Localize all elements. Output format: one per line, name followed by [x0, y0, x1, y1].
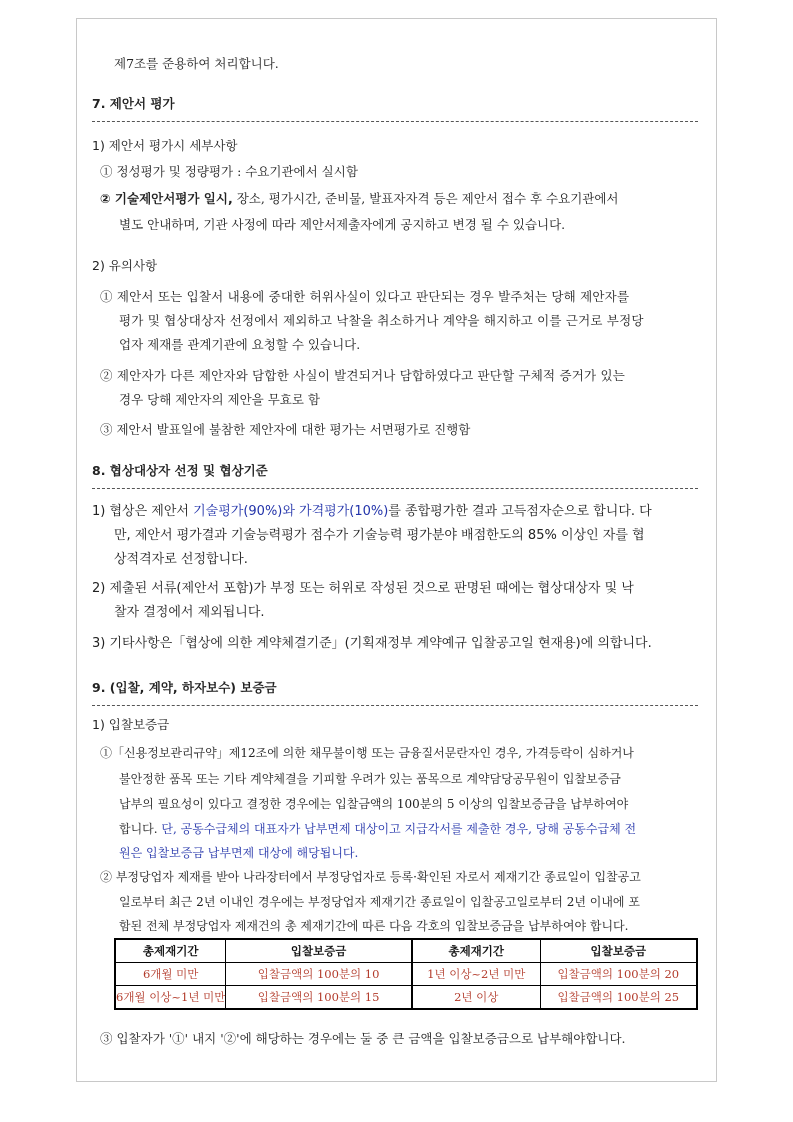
table-row: [115, 963, 697, 986]
s9-a-line5: 원은 입찰보증금 납부면제 대상에 해당됩니다.: [119, 846, 359, 860]
s8-para3: 3) 기타사항은「협상에 의한 계약체결기준」(기획재정부 계약예규 입찰공고일 현재용)에 의합니다.: [92, 636, 652, 651]
table-header: 입찰보증금: [540, 939, 697, 963]
table-header-row: [115, 939, 697, 963]
table-cell: 2년 이상: [412, 986, 540, 1010]
s8-para1-b: 를 종합평가한 결과 고득점자순으로 합니다. 다: [388, 504, 652, 519]
table-cell: 6개월 이상~1년 미만: [115, 986, 226, 1010]
section-7-title: 7. 제안서 평가: [92, 96, 175, 111]
table-row: [115, 986, 697, 1010]
guarantee-table: [114, 938, 698, 1010]
s9-c: ③ 입찰자가 '①' 내지 '②'에 해당하는 경우에는 둘 중 큰 금액을 입찰보증금으로 납부해야합니다.: [100, 1031, 626, 1046]
s9-a-line4-a: 합니다.: [119, 822, 162, 836]
intro-text: 제7조를 준용하여 처리합니다.: [114, 56, 279, 71]
section-9-divider: [92, 705, 698, 706]
s7-item2-line1: [100, 191, 619, 207]
s7-item2-rest: 장소, 평가시간, 준비물, 발표자자격 등은 제안서 접수 후 수요기관에서: [232, 191, 619, 206]
s8-para1-line3: 상적격자로 선정합니다.: [114, 552, 248, 567]
s7-sub2: 2) 유의사항: [92, 258, 158, 273]
s9-b-line3: 함된 전체 부정당업자 제재건의 총 제재기간에 따른 다음 각호의 입찰보증금을 납부하여야 합니다.: [119, 919, 629, 933]
s9-a-line2: 불안정한 품목 또는 기타 계약체결을 기피할 우려가 있는 품목으로 계약담당공무원이 입찰보증금: [119, 772, 621, 786]
table-cell: 입찰금액의 100분의 10: [226, 963, 412, 986]
s8-para1-line2: 만, 제안서 평가결과 기술능력평가 점수가 기술능력 평가분야 배점한도의 85% 이상인 자를 협: [114, 528, 645, 543]
section-8-title: 8. 협상대상자 선정 및 협상기준: [92, 463, 268, 478]
s7-note1-line3: 업자 제재를 관계기관에 요청할 수 있습니다.: [119, 337, 361, 352]
s9-a-line4: [119, 821, 636, 837]
s7-item2-line2: 별도 안내하며, 기관 사정에 따라 제안서제출자에게 공지하고 변경 될 수 있습니다.: [119, 217, 566, 232]
table-cell: 입찰금액의 100분의 20: [540, 963, 697, 986]
s7-item1: ① 정성평가 및 정량평가 : 수요기관에서 실시함: [100, 164, 358, 179]
s7-note2-line2: 경우 당해 제안자의 제안을 무효로 함: [119, 392, 320, 407]
section-7-divider: [92, 121, 698, 122]
s8-para1-line1: [92, 504, 652, 520]
s8-para1-a: 1) 협상은 제안서: [92, 504, 194, 519]
table-cell: 1년 이상~2년 미만: [412, 963, 540, 986]
s7-note1-line1: ① 제안서 또는 입찰서 내용에 중대한 허위사실이 있다고 판단되는 경우 발주처는 당해 제안자를: [100, 289, 630, 304]
table-header: 입찰보증금: [226, 939, 412, 963]
s9-a-exemption-note: 단, 공동수급체의 대표자가 납부면제 대상이고 지급각서를 제출한 경우, 당해 공동수급체 전: [161, 822, 637, 836]
table-cell: 입찰금액의 100분의 15: [226, 986, 412, 1010]
table-cell: 입찰금액의 100분의 25: [540, 986, 697, 1010]
s9-b-line1: ② 부정당업자 제재를 받아 나라장터에서 부정당업자로 등록·확인된 자로서 제재기간 종료일이 입찰공고: [100, 870, 641, 884]
s8-para1-highlight: 기술평가(90%)와 가격평가(10%): [193, 504, 389, 519]
table-header: 총제재기간: [412, 939, 540, 963]
s7-sub1: 1) 제안서 평가시 세부사항: [92, 138, 238, 153]
s7-note1-line2: 평가 및 협상대상자 선정에서 제외하고 낙찰을 취소하거나 계약을 해지하고 이를 근거로 부정당: [119, 313, 644, 328]
table-cell: 6개월 미만: [115, 963, 226, 986]
s8-para2-line2: 찰자 결정에서 제외됩니다.: [114, 605, 265, 620]
s7-note3: ③ 제안서 발표일에 불참한 제안자에 대한 평가는 서면평가로 진행함: [100, 422, 471, 437]
section-8-divider: [92, 488, 698, 489]
s9-a-line1: ①「신용정보관리규약」제12조에 의한 채무불이행 또는 금융질서문란자인 경우, 가격등락이 심하거나: [100, 746, 634, 760]
table-header: 총제재기간: [115, 939, 226, 963]
section-9-title: 9. (입찰, 계약, 하자보수) 보증금: [92, 680, 277, 695]
s7-item2-bold: ② 기술제안서평가 일시,: [100, 191, 233, 206]
s7-note2-line1: ② 제안자가 다른 제안자와 담합한 사실이 발견되거나 담합하였다고 판단할 구체적 증거가 있는: [100, 368, 626, 383]
s9-b-line2: 일로부터 최근 2년 이내인 경우에는 부정당업자 제재기간 종료일이 입찰공고일로부터 2년 이내에 포: [119, 895, 640, 909]
s9-sub1: 1) 입찰보증금: [92, 717, 170, 732]
s9-a-line3: 납부의 필요성이 있다고 결정한 경우에는 입찰금액의 100분의 5 이상의 입찰보증금을 납부하여야: [119, 797, 629, 811]
s8-para2-line1: 2) 제출된 서류(제안서 포함)가 부정 또는 허위로 작성된 것으로 판명된 때에는 협상대상자 및 낙: [92, 581, 634, 596]
